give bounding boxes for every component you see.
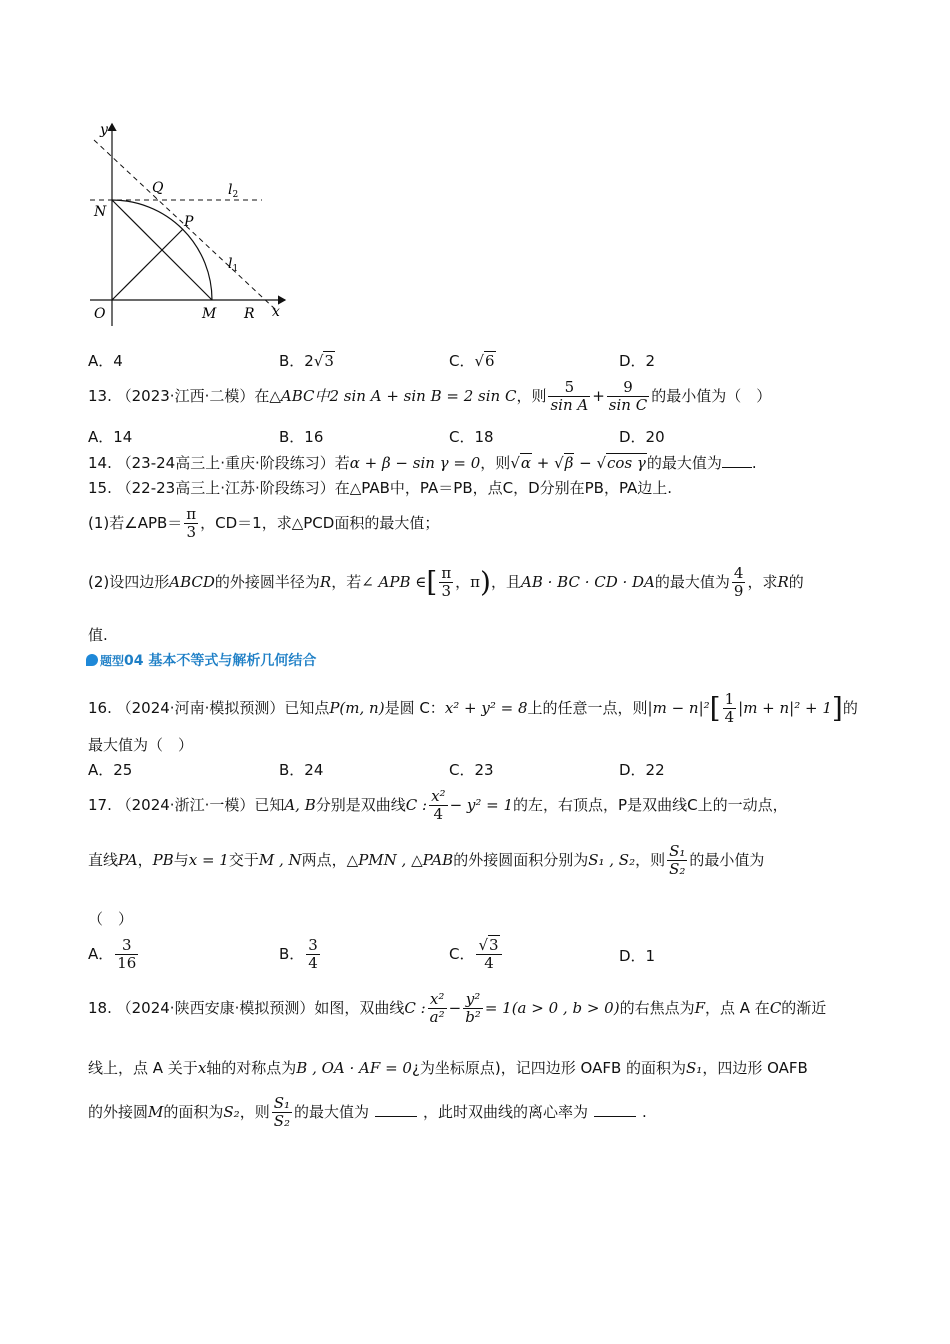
- q17-option-a[interactable]: A． $\frac{3}{16}$: [88, 936, 137, 972]
- label-P: P: [184, 214, 194, 230]
- q13-stem: 13. （2023·江西·二模）在△ABC中2 sin A + sin B = 2 sin C，则 $\frac{5}{\text{sin A}}$ + $\frac{9}{\text{sin C}}$ 的最小值为（ ）: [88, 378, 772, 414]
- q16-option-b[interactable]: B．24: [279, 761, 324, 779]
- q16-stem-line2: 最大值为（ ）: [88, 736, 194, 754]
- q15-part1: (1)若∠APB＝ $\frac{\pi}{3}$ ，CD＝1，求△PCD面积的最大值；: [88, 505, 440, 541]
- q12-option-d[interactable]: D．2: [619, 352, 656, 370]
- q15-stem: 15. （22-23高三上·江苏·阶段练习）在△PAB中，PA＝PB，点C，D分别在PB，PA边上.: [88, 479, 673, 497]
- q15-part2-end: 值.: [88, 626, 108, 644]
- label-Q: Q: [152, 180, 164, 196]
- q18-stem-line2: 线上，点 A 关于x轴的对称点为B , OA · AF = 0¿为坐标原点)，记四边形 OAFB 的面积为S₁，四边形 OAFB: [88, 1059, 808, 1077]
- q15-part2: (2)设四边形ABCD的外接圆半径为R，若∠ APB ∈[ $\frac{\pi}{3}$ ，π)，且AB · BC · CD · DA的最大值为 $\frac{4}{9}$ ，求R的: [88, 564, 804, 600]
- q17-paren: （ ）: [88, 910, 134, 928]
- q14-answer-blank[interactable]: [722, 467, 752, 468]
- label-l1: $l_1$: [228, 256, 239, 274]
- q18-stem: 18. （2024·陕西安康·模拟预测）如图，双曲线C : $\frac{\text{x²}}{\text{a²}}$ − $\frac{\text{y²}}{\text{b²}}$ = 1(a > 0 , b > 0)的右焦点为F，点 A 在C的渐近: [88, 990, 827, 1026]
- q12-option-a[interactable]: A．4: [88, 352, 123, 370]
- q16-option-d[interactable]: D．22: [619, 761, 665, 779]
- q13-option-c[interactable]: C．18: [449, 428, 494, 446]
- q17-option-d[interactable]: D．1: [619, 947, 656, 965]
- location-pin-icon: [86, 654, 98, 666]
- q16-stem: 16. （2024·河南·模拟预测）已知点P(m, n)是圆 C：x² + y² = 8上的任意一点，则|m − n|²[ $\frac{1}{4}$ |m + n|² + 1]的: [88, 690, 858, 726]
- q16-option-c[interactable]: C．23: [449, 761, 494, 779]
- q17-stem-line2: 直线PA，PB与x = 1交于M , N两点，△PMN , △PAB的外接圆面积分别为S₁ , S₂，则 $\frac{\text{S₁}}{\text{S₂}}$ 的最小值为: [88, 842, 765, 878]
- q17-option-c[interactable]: C． $\frac{√3}{4}$: [449, 935, 504, 973]
- q14-stem: 14. （23-24高三上·重庆·阶段练习）若α + β − sin γ = 0，则√α + √β − √cos γ的最大值为 .: [88, 454, 757, 472]
- q17-stem: 17. （2024·浙江·一模）已知A, B分别是双曲线C : $\frac{\text{x²}}{4}$ − y² = 1的左，右顶点，P是双曲线C上的一动点，: [88, 787, 788, 823]
- q17-option-b[interactable]: B． $\frac{3}{4}$: [279, 936, 318, 972]
- y-label: y: [100, 122, 108, 138]
- q12-option-b[interactable]: B．2√3: [279, 352, 334, 370]
- geometry-figure: [80, 118, 290, 333]
- q18-answer-blank-2[interactable]: [594, 1116, 636, 1117]
- section-heading: 题型04 基本不等式与解析几何结合: [86, 650, 316, 670]
- q13-option-a[interactable]: A．14: [88, 428, 133, 446]
- label-R: R: [244, 306, 255, 322]
- q18-answer-blank-1[interactable]: [375, 1116, 417, 1117]
- label-M: M: [202, 306, 217, 322]
- x-label: x: [272, 304, 280, 320]
- label-N: N: [94, 204, 107, 220]
- segment-OP: [112, 229, 183, 300]
- label-O: O: [94, 306, 106, 322]
- q16-option-a[interactable]: A．25: [88, 761, 133, 779]
- q13-option-d[interactable]: D．20: [619, 428, 665, 446]
- q13-option-b[interactable]: B．16: [279, 428, 324, 446]
- q12-option-c[interactable]: C．√6: [449, 352, 495, 370]
- label-l2: $l_2$: [228, 182, 239, 200]
- q18-stem-line3: 的外接圆M的面积为S₂，则 $\frac{\text{S₁}}{\text{S₂}}$ 的最大值为 ，此时双曲线的离心率为 .: [88, 1094, 647, 1130]
